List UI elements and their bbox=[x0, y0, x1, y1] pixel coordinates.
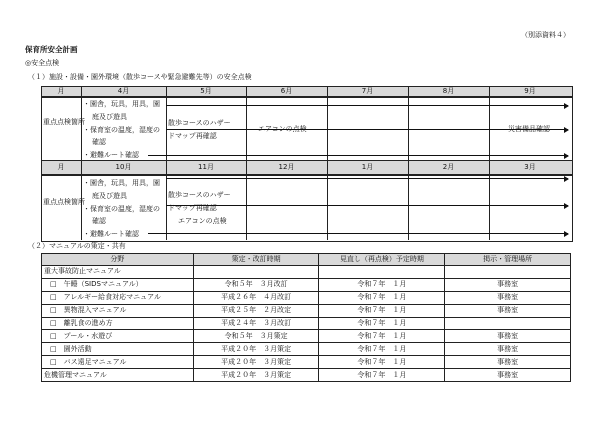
arrow-line bbox=[166, 105, 568, 106]
table-cell-name: □ 離乳食の進め方 bbox=[42, 317, 194, 330]
month-header: 月 bbox=[57, 86, 65, 95]
table-row bbox=[42, 369, 571, 382]
table-cell-review: 令和７年 １月 bbox=[319, 304, 445, 317]
month-8: 8月 bbox=[442, 86, 455, 95]
table-cell-review: 令和７年 １月 bbox=[319, 369, 445, 382]
table-cell-name: □ 午睡（SIDSマニュアル） bbox=[42, 278, 194, 291]
table-cell-date: 令和５年 ３月改訂 bbox=[193, 278, 319, 291]
month-10: 10月 bbox=[115, 162, 132, 171]
manual-table bbox=[41, 253, 571, 382]
table-cell-review: 令和７年 １月 bbox=[319, 330, 445, 343]
table-cell-place: 事務室 bbox=[445, 330, 571, 343]
table-cell-name: 危機管理マニュアル bbox=[42, 369, 194, 382]
table-cell-review bbox=[319, 266, 445, 279]
header-date: 策定・改訂時期 bbox=[193, 254, 319, 266]
table-cell-review: 令和７年 １月 bbox=[319, 317, 445, 330]
table-cell-name: □ 園外活動 bbox=[42, 343, 194, 356]
table-cell-place: 事務室 bbox=[445, 304, 571, 317]
june-item: エアコンの点検 bbox=[258, 125, 307, 133]
table-cell-place: 事務室 bbox=[445, 278, 571, 291]
month-header: 月 bbox=[57, 162, 65, 171]
month-1: 1月 bbox=[361, 162, 374, 171]
month-11: 11月 bbox=[198, 162, 214, 171]
table-cell-date: 平成２６年 ４月改訂 bbox=[193, 291, 319, 304]
arrow-line bbox=[148, 155, 568, 156]
table-cell-date: 令和５年 ３月策定 bbox=[193, 330, 319, 343]
table-row bbox=[42, 330, 571, 343]
arrow-line bbox=[148, 233, 568, 234]
table-row bbox=[42, 278, 571, 291]
month-7: 7月 bbox=[361, 86, 374, 95]
may-items: 散歩コースのハザー ドマップ再確認 bbox=[168, 119, 231, 140]
table-cell-review: 令和７年 １月 bbox=[319, 343, 445, 356]
table-cell-name: □ プール・水遊び bbox=[42, 330, 194, 343]
subsection-heading-1: （１）施設・設備・園外環境（散歩コースや緊急避難先等）の安全点検 bbox=[28, 73, 252, 81]
page-title: 保育所安全計画 bbox=[25, 45, 78, 54]
header-review: 見直し（再点検）予定時期 bbox=[319, 254, 445, 266]
table-cell-place bbox=[445, 317, 571, 330]
table-cell-date: 平成２５年 ２月改定 bbox=[193, 304, 319, 317]
table-cell-place: 事務室 bbox=[445, 343, 571, 356]
month-9: 9月 bbox=[524, 86, 536, 95]
inspection-items-apr: ・園舎，玩具，用具，園 庭及び遊具 ・保育室の温度，湿度の 確認 ・避難ルート確認 bbox=[83, 100, 160, 160]
table-row bbox=[42, 304, 571, 317]
table-cell-name: □ 異物混入マニュアル bbox=[42, 304, 194, 317]
table-cell-date: 平成２４年 ３月改訂 bbox=[193, 317, 319, 330]
inspection-items-oct: ・園舎，玩具，用具，園 庭及び遊具 ・保育室の温度，湿度の 確認 ・避難ルート確認 bbox=[83, 179, 160, 239]
table-cell-review: 令和７年 １月 bbox=[319, 291, 445, 304]
table-cell-place bbox=[445, 266, 571, 279]
table-row bbox=[42, 291, 571, 304]
table-cell-name: □ アレルギー給食対応マニュアル bbox=[42, 291, 194, 304]
table-cell-review: 令和７年 １月 bbox=[319, 278, 445, 291]
section-heading: ◎安全点検 bbox=[25, 59, 60, 67]
month-2: 2月 bbox=[442, 162, 455, 171]
table-cell-date bbox=[193, 266, 319, 279]
table-cell-date: 平成２０年 ３月策定 bbox=[193, 369, 319, 382]
table-cell-name: □ バス遠足マニュアル bbox=[42, 356, 194, 369]
month-5: 5月 bbox=[200, 86, 212, 95]
month-4: 4月 bbox=[117, 86, 130, 95]
table-row bbox=[42, 266, 571, 279]
table-row bbox=[42, 317, 571, 330]
table-cell-date: 平成２０年 ３月策定 bbox=[193, 343, 319, 356]
table-cell-name: 重大事故防止マニュアル bbox=[42, 266, 194, 279]
appendix-label: （別添資料４） bbox=[521, 31, 570, 39]
table-row bbox=[42, 356, 571, 369]
table-cell-place: 事務室 bbox=[445, 369, 571, 382]
november-items: 散歩コースのハザー ドマップ再確認 エアコンの点検 bbox=[168, 191, 231, 225]
table-row bbox=[42, 343, 571, 356]
table-cell-place: 事務室 bbox=[445, 291, 571, 304]
row-label-inspection: 重点点検箇所 bbox=[43, 118, 85, 126]
september-item: 災害備品確認 bbox=[508, 125, 550, 133]
table-cell-date: 平成２０年 ３月策定 bbox=[193, 356, 319, 369]
month-3: 3月 bbox=[524, 162, 536, 171]
month-12: 12月 bbox=[278, 162, 295, 171]
subsection-heading-2: （２）マニュアルの策定・共有 bbox=[28, 242, 126, 250]
arrow-line bbox=[166, 178, 568, 179]
month-6: 6月 bbox=[280, 86, 293, 95]
row-label-inspection: 重点点検箇所 bbox=[43, 198, 85, 206]
table-cell-place: 事務室 bbox=[445, 356, 571, 369]
table-cell-review: 令和７年 １月 bbox=[319, 356, 445, 369]
header-place: 掲示・管理場所 bbox=[445, 254, 571, 266]
header-category: 分野 bbox=[42, 254, 194, 266]
